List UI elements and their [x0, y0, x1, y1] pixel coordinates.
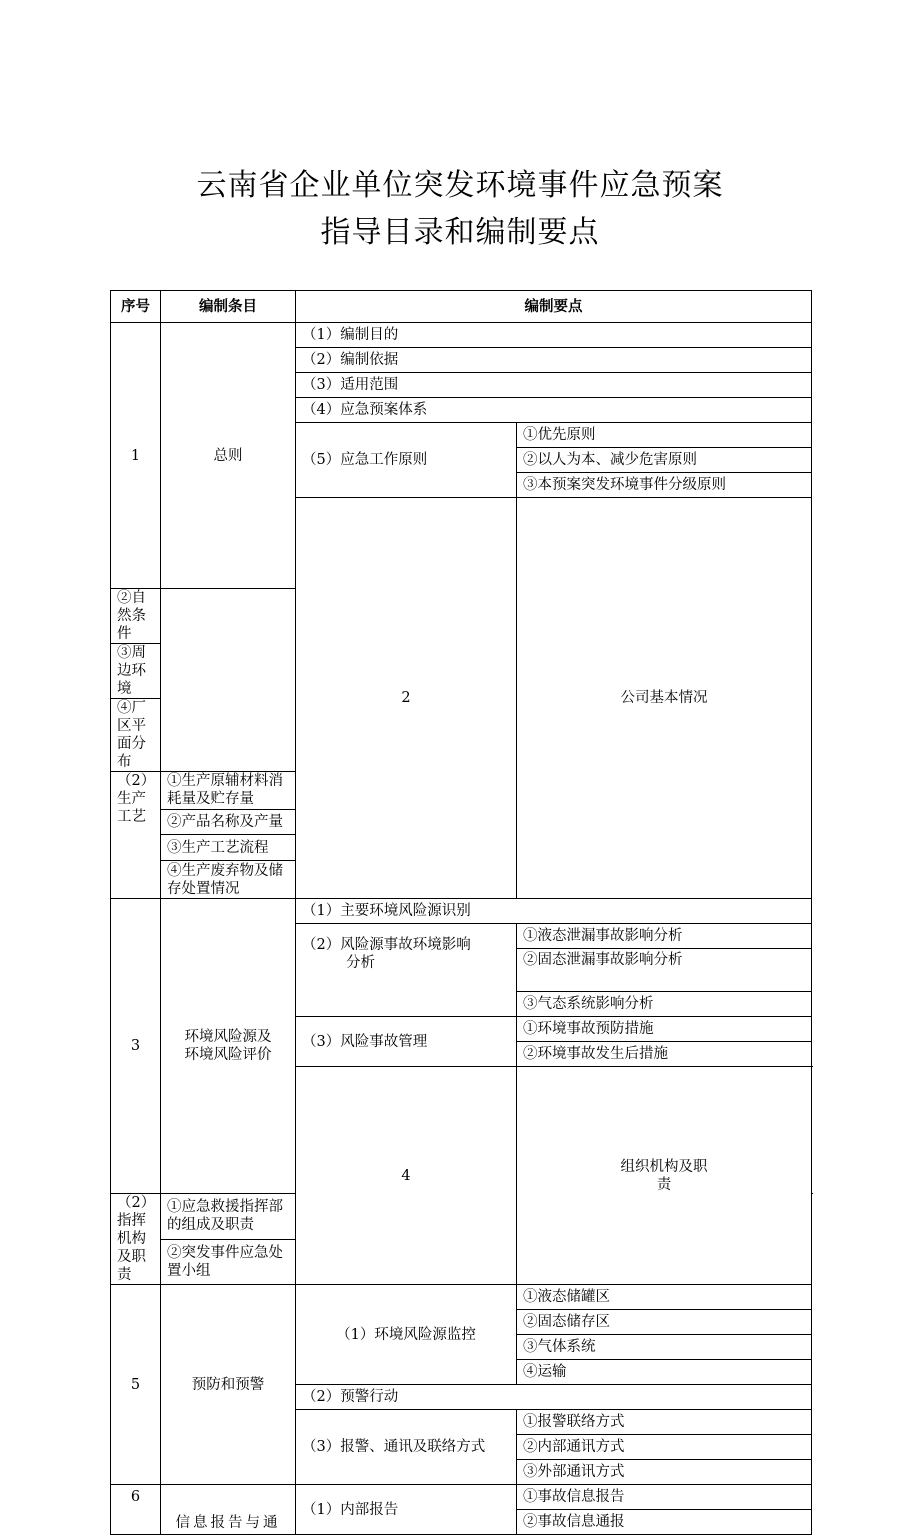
subpoint-cell: ④厂区平面分布	[111, 699, 161, 772]
point-cell: （3）报警、通讯及联络方式	[296, 1410, 517, 1485]
table-row	[111, 323, 812, 348]
section-item-line: 组织机构及职	[620, 1158, 708, 1175]
subpoint-cell: ②事故信息通报	[517, 1510, 812, 1535]
subpoint-cell: ③气体系统	[517, 1335, 812, 1360]
section-seq: 2	[296, 498, 517, 899]
point-cell: （5）应急工作原则	[296, 423, 517, 498]
point-line: （2）风险源事故环境影响	[302, 937, 471, 953]
section-item-line: 环境风险评价	[184, 1047, 272, 1063]
header-item: 编制条目	[161, 291, 296, 323]
subpoint-cell: ③外部通讯方式	[517, 1460, 812, 1485]
subpoint-cell: ④生产废弃物及储存处置情况	[161, 861, 296, 899]
section-seq: 6	[111, 1485, 161, 1535]
section-seq: 1	[111, 323, 161, 589]
point-line: 分析	[346, 955, 375, 971]
subpoint-cell: ②环境事故发生后措施	[517, 1042, 812, 1067]
point-cell	[296, 924, 517, 1017]
document-title-line2: 指导目录和编制要点	[320, 215, 600, 250]
subpoint-cell: ①应急救援指挥部的组成及职责	[161, 1194, 296, 1240]
subpoint-cell: ②突发事件应急处置小组	[161, 1239, 296, 1285]
point-cell: （3）适用范围	[296, 373, 812, 398]
point-cell: （3）风险事故管理	[296, 1017, 517, 1067]
subpoint-cell: ②固态泄漏事故影响分析	[517, 949, 812, 992]
subpoint-cell: ①生产原辅材料消耗量及贮存量	[161, 772, 296, 810]
table-row	[111, 1485, 812, 1510]
subpoint-cell: ③生产工艺流程	[161, 835, 296, 861]
subpoint-cell: ①液态储罐区	[517, 1285, 812, 1310]
table-row	[111, 899, 812, 924]
subpoint-cell: ②自然条件	[111, 589, 161, 644]
point-cell	[111, 772, 161, 899]
subpoint-cell: ①环境事故预防措施	[517, 1017, 812, 1042]
point-cell: （2）编制依据	[296, 348, 812, 373]
subpoint-cell: ①事故信息报告	[517, 1485, 812, 1510]
point-cell: （2）指挥机构及职责	[111, 1194, 161, 1285]
point-cell: （1）内部报告	[296, 1485, 517, 1535]
subpoint-cell: ③气态系统影响分析	[517, 992, 812, 1017]
subpoint-cell: ③本预案突发环境事件分级原则	[517, 473, 812, 498]
header-points: 编制要点	[296, 291, 812, 323]
section-item: 公司基本情况	[517, 498, 812, 899]
subpoint-cell: ②以人为本、减少危害原则	[517, 448, 812, 473]
point-line: （2）生产工艺	[117, 773, 148, 825]
section-seq: 3	[111, 899, 161, 1194]
subpoint-cell: ③周边环境	[111, 644, 161, 699]
subpoint-cell: ①液态泄漏事故影响分析	[517, 924, 812, 949]
point-cell: （1）主要环境风险源识别	[296, 899, 812, 924]
table-header-row	[111, 291, 812, 323]
point-cell: （2）预警行动	[296, 1385, 812, 1410]
section-item	[517, 1067, 812, 1285]
section-item	[161, 899, 296, 1194]
section-item-line: 责	[656, 1176, 672, 1193]
table-row	[111, 1285, 812, 1310]
document-title-line1: 云南省企业单位突发环境事件应急预案	[196, 168, 724, 203]
subpoint-cell: ②产品名称及产量	[161, 809, 296, 835]
section-seq: 5	[111, 1285, 161, 1485]
guidance-table	[110, 290, 812, 1535]
point-line	[117, 826, 161, 898]
subpoint-cell: ②内部通讯方式	[517, 1435, 812, 1460]
point-cell: （1）环境风险源监控	[296, 1285, 517, 1385]
section-item: 总则	[161, 323, 296, 589]
section-seq: 4	[296, 1067, 517, 1285]
section-item-line: 环境风险源及	[184, 1029, 272, 1045]
subpoint-cell: ①报警联络方式	[517, 1410, 812, 1435]
section-item: 信息报告与通	[161, 1485, 296, 1535]
header-seq: 序号	[111, 291, 161, 323]
point-cell: （1）编制目的	[296, 323, 812, 348]
subpoint-cell: ①优先原则	[517, 423, 812, 448]
section-item: 预防和预警	[161, 1285, 296, 1485]
subpoint-cell: ④运输	[517, 1360, 812, 1385]
point-cell: （4）应急预案体系	[296, 398, 812, 423]
subpoint-cell: ②固态储存区	[517, 1310, 812, 1335]
